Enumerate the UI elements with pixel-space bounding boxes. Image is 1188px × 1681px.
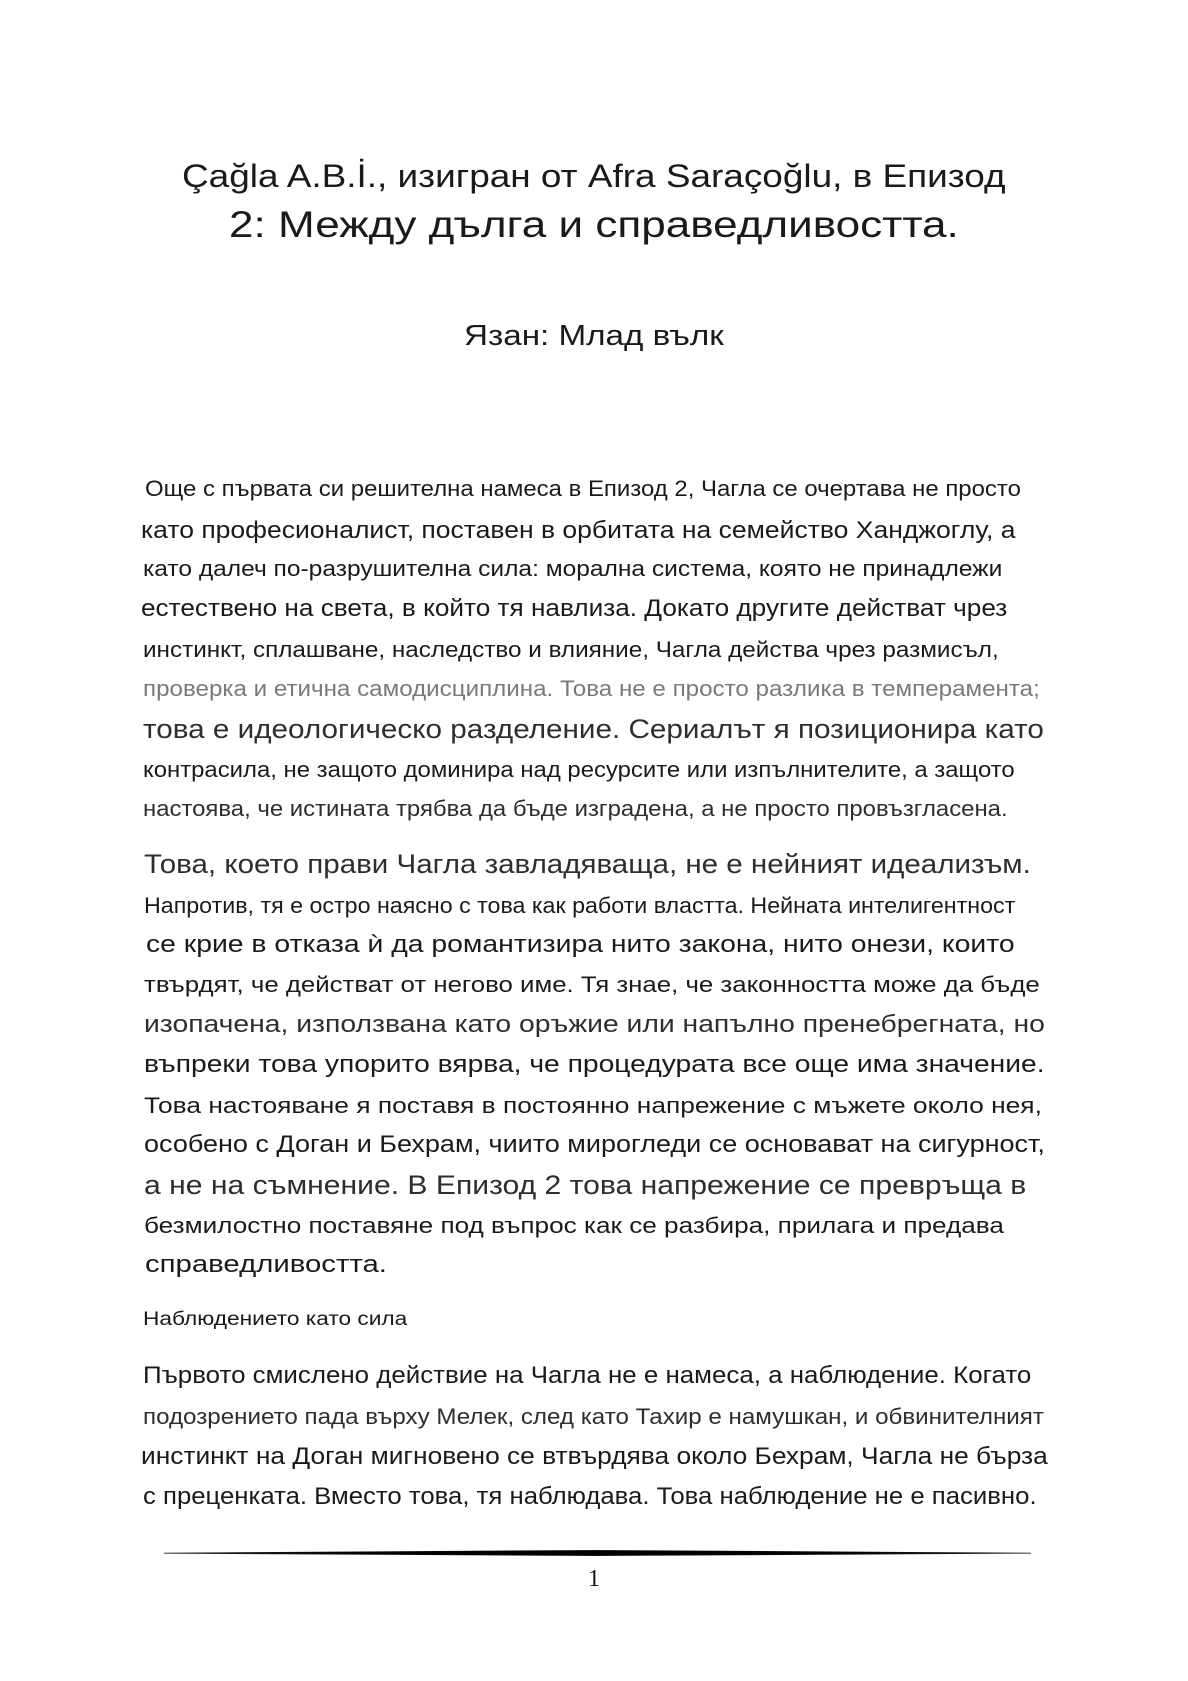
text-line: Първото смислено действие на Чагла не е намеса, а наблюдение. Когато	[143, 1362, 1032, 1389]
document-subtitle: Язан: Млад вълк	[464, 320, 724, 352]
text-line: справедливостта.	[145, 1251, 387, 1278]
page-number: 1	[588, 1566, 600, 1592]
text-line: инстинкт, сплашване, наследство и влияние, Чагла действа чрез размисъл,	[143, 637, 999, 662]
text-line: особено с Доган и Бехрам, чиито мирогледи се основават на сигурност,	[144, 1131, 1045, 1158]
text-line: като професионалист, поставен в орбитата на семейство Ханджоглу, а	[141, 517, 1016, 544]
text-line: настоява, че истината трябва да бъде изградена, а не просто провъзгласена.	[143, 796, 1008, 821]
text-line: подозрението пада върху Мелек, след като Тахир е намушкан, и обвинителният	[143, 1404, 1044, 1429]
text-line: Това, което прави Чагла завладяваща, не е нейният идеализъм.	[144, 849, 1031, 879]
footer-divider	[164, 1550, 1031, 1556]
text-line: проверка и етична самодисциплина. Това не е просто разлика в темперамента;	[143, 676, 1040, 701]
text-line: Това настояване я поставя в постоянно напрежение с мъжете около нея,	[144, 1093, 1042, 1118]
text-line: с преценката. Вместо това, тя наблюдава. Това наблюдение не е пасивно.	[143, 1483, 1037, 1510]
document-title-line-1: Çağla A.B.İ., изигран от Afra Saraçoğlu, в Епизод	[182, 158, 1006, 194]
text-line: се крие в отказа ѝ да романтизира нито закона, нито онези, които	[146, 931, 1015, 958]
text-line: това е идеологическо разделение. Сериалът я позиционира като	[143, 714, 1044, 744]
section-heading: Наблюдението като сила	[143, 1309, 408, 1330]
text-line: твърдят, че действат от негово име. Тя знае, че законността може да бъде	[144, 972, 1040, 997]
text-line: Още с първата си решителна намеса в Епизод 2, Чагла се очертава не просто	[145, 476, 1021, 501]
text-line: контрасила, не защото доминира над ресурсите или изпълнителите, а защото	[143, 757, 1015, 782]
text-line: безмилостно поставяне под въпрос как се разбира, прилага и предава	[144, 1213, 1004, 1238]
text-line: инстинкт на Доган мигновено се втвърдява около Бехрам, Чагла не бърза	[141, 1443, 1048, 1470]
text-line: естествено на света, в който тя навлиза. Докато другите действат чрез	[141, 595, 1008, 622]
text-line: като далеч по-разрушителна сила: морална система, която не принадлежи	[143, 556, 1003, 581]
document-title-line-2: 2: Между дълга и справедливостта.	[229, 204, 959, 245]
text-line: а не на съмнение. В Епизод 2 това напрежение се превръща в	[144, 1170, 1027, 1200]
text-line: въпреки това упорито вярва, че процедурата все още има значение.	[144, 1051, 1045, 1078]
text-line: изопачена, използвана като оръжие или напълно пренебрегната, но	[144, 1011, 1045, 1038]
text-line: Напротив, тя е остро наясно с това как работи властта. Нейната интелигентност	[144, 893, 1016, 918]
